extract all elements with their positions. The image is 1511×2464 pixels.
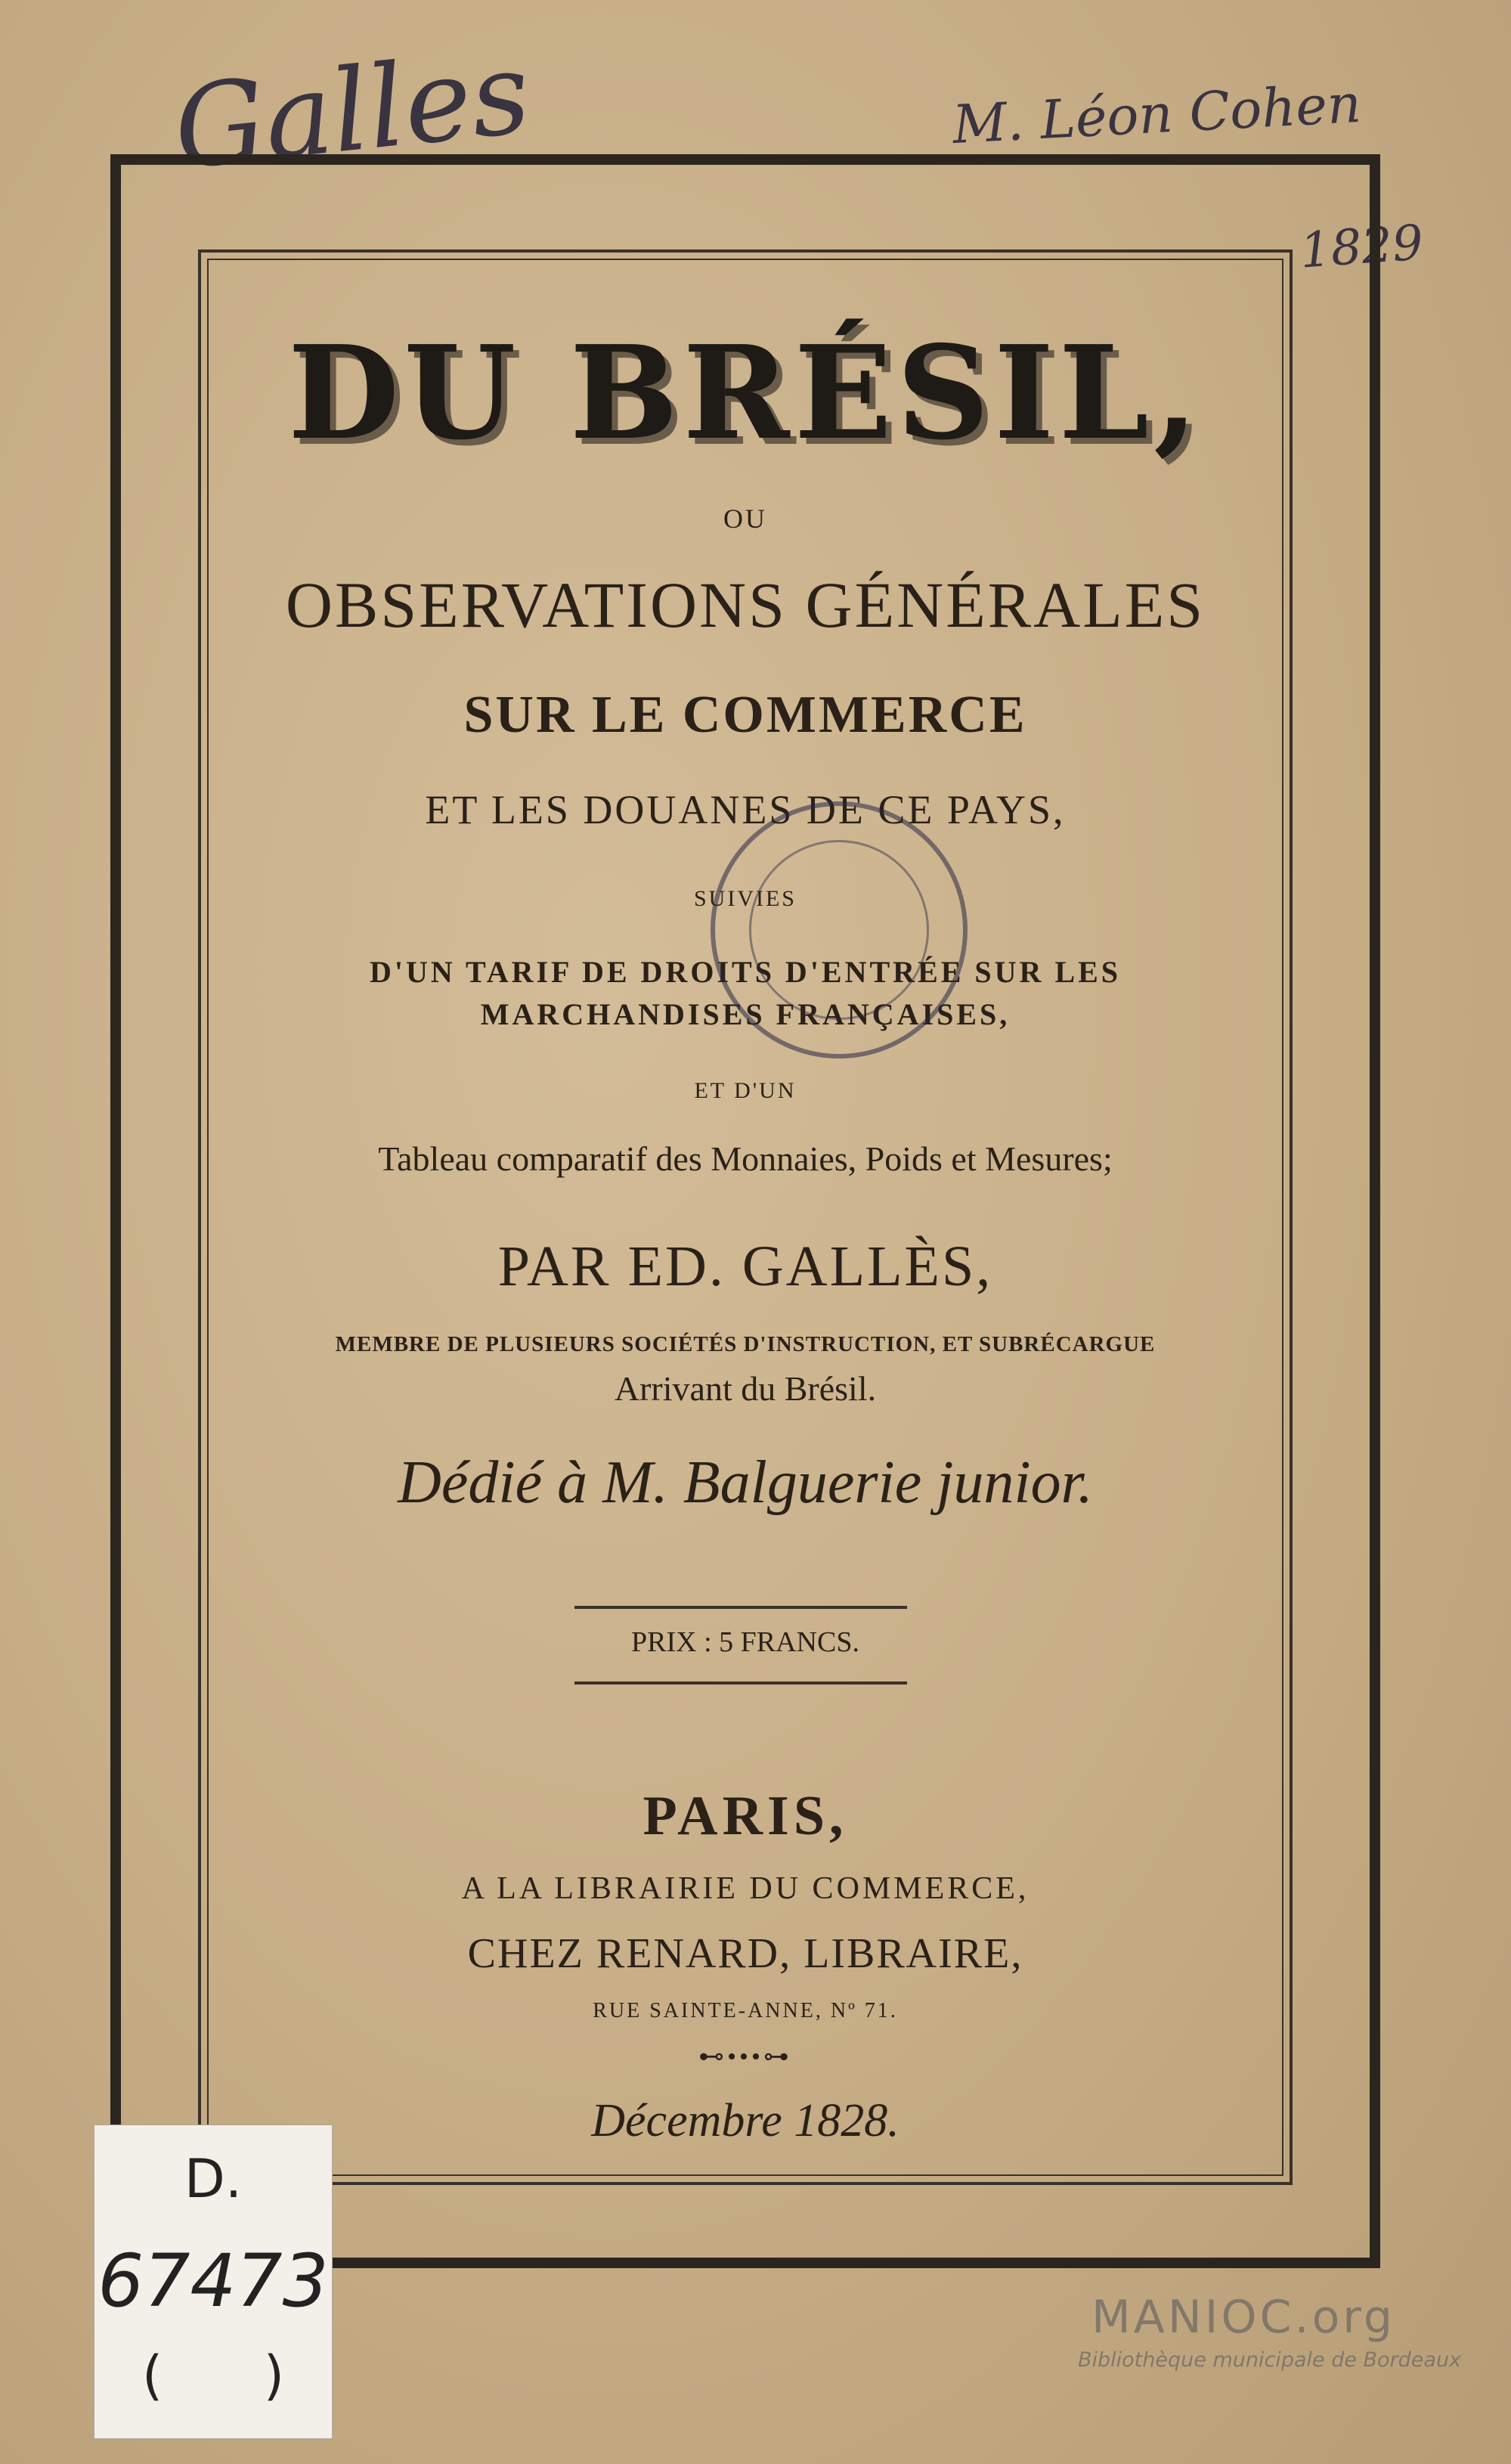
handwritten-year: 1829	[1298, 215, 1426, 280]
book-title: DU BRÉSIL,	[287, 318, 1203, 469]
price-line: PRIX : 5 FRANCS.	[631, 1626, 859, 1658]
publisher-line-2: CHEZ RENARD, LIBRAIRE,	[467, 1930, 1023, 1977]
library-stamp-inner-ring	[749, 840, 929, 1020]
shelf-label-series: D.	[184, 2148, 243, 2210]
tarif-line-2: MARCHANDISES FRANÇAISES,	[480, 997, 1011, 1031]
handwritten-owner: M. Léon Cohen	[951, 72, 1363, 157]
price-rule-bottom	[574, 1681, 907, 1685]
price-rule-top	[574, 1606, 907, 1609]
subtitle-douanes: ET LES DOUANES DE CE PAYS,	[425, 787, 1066, 832]
city-line: PARIS,	[642, 1785, 848, 1847]
tarif-line-1: D'UN TARIF DE DROITS D'ENTRÉE SUR LES	[369, 955, 1122, 989]
dedication-line: Dédié à M. Balguerie junior.	[398, 1449, 1093, 1516]
shelf-label	[94, 2125, 333, 2439]
author-line: PAR ED. GALLÈS,	[497, 1235, 993, 1298]
handwritten-author-name: Galles	[168, 26, 536, 196]
suivies-label: SUIVIES	[693, 886, 797, 911]
ornament: ⊷•••⊶	[698, 2043, 792, 2071]
conjunction-ou: OU	[723, 504, 767, 534]
shelf-label-number: 67473	[98, 2239, 329, 2323]
subtitle-commerce: SUR LE COMMERCE	[463, 686, 1027, 744]
library-credit: Bibliothèque municipale de Bordeaux	[1078, 2348, 1462, 2372]
arrival-line: Arrivant du Brésil.	[614, 1369, 877, 1408]
library-stamp	[711, 801, 968, 1058]
et-dun-label: ET D'UN	[694, 1078, 797, 1103]
subtitle-observations: OBSERVATIONS GÉNÉRALES	[285, 569, 1206, 641]
tableau-line: Tableau comparatif des Monnaies, Poids et Mesures;	[378, 1139, 1113, 1178]
date-line: Décembre 1828.	[591, 2095, 899, 2146]
address-line: RUE SAINTE-ANNE, Nº 71.	[593, 1999, 898, 2022]
shelf-label-paren: ( )	[141, 2345, 285, 2407]
author-role: MEMBRE DE PLUSIEURS SOCIÉTÉS D'INSTRUCTION, ET SUBRÉCARGUE	[335, 1332, 1156, 1356]
publisher-line-1: A LA LIBRAIRIE DU COMMERCE,	[461, 1871, 1030, 1906]
manioc-logo: MANIOC.org	[1091, 2291, 1395, 2344]
